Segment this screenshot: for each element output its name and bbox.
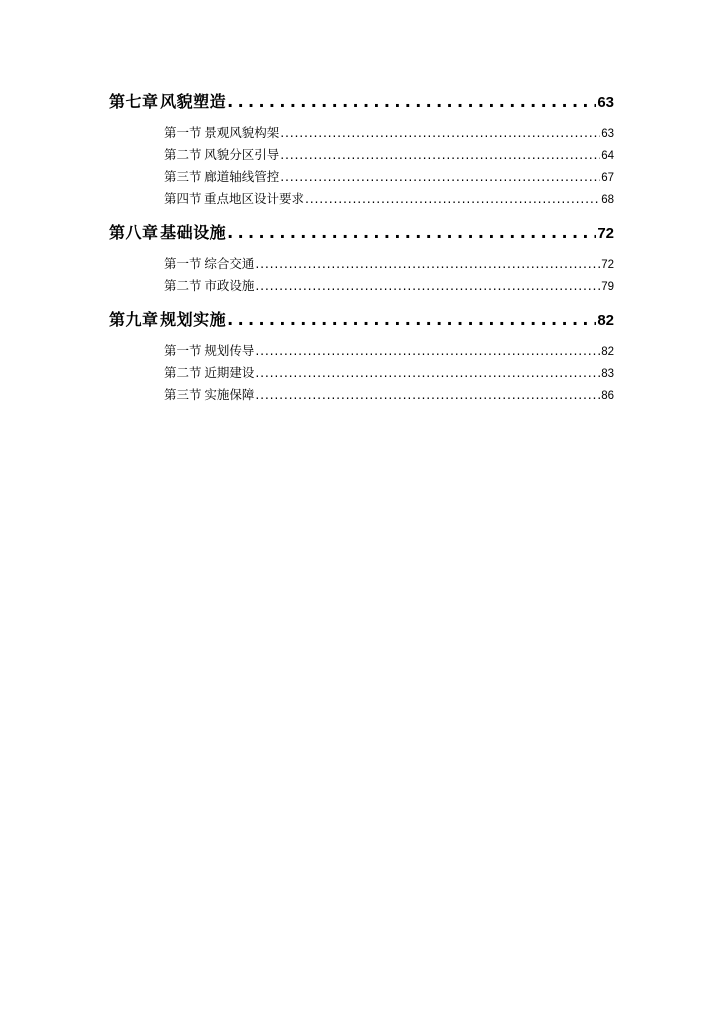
dot-leader (280, 144, 600, 166)
toc-chapter-8[interactable] (109, 221, 614, 245)
dot-leader (255, 384, 600, 406)
section-page-number: 63 (601, 128, 614, 140)
chapter-title: 基础设施 (160, 223, 227, 242)
toc-section[interactable] (164, 362, 614, 384)
section-page-number: 72 (601, 259, 614, 271)
chapter-title: 风貌塑造 (160, 92, 227, 111)
dot-leader (227, 308, 596, 332)
toc-section[interactable] (164, 340, 614, 362)
dot-leader (255, 340, 600, 362)
table-of-contents (109, 90, 614, 406)
dot-leader (280, 166, 600, 188)
dot-leader (305, 188, 600, 210)
section-title: 近期建设 (204, 365, 255, 380)
section-title: 市政设施 (204, 278, 255, 293)
dot-leader (255, 362, 600, 384)
section-page-number: 67 (601, 172, 614, 184)
chapter-8-sections (109, 253, 614, 297)
section-number: 第二节 (164, 365, 202, 380)
toc-section[interactable] (164, 384, 614, 406)
toc-chapter-7[interactable] (109, 90, 614, 114)
dot-leader (227, 221, 596, 245)
dot-leader (280, 122, 600, 144)
section-title: 重点地区设计要求 (204, 191, 305, 206)
chapter-number: 第九章 (109, 310, 159, 329)
section-title: 综合交通 (204, 256, 255, 271)
chapter-page-number: 63 (597, 94, 614, 111)
toc-section[interactable] (164, 275, 614, 297)
section-number: 第三节 (164, 169, 202, 184)
section-page-number: 79 (601, 281, 614, 293)
toc-section[interactable] (164, 166, 614, 188)
section-number: 第四节 (164, 191, 202, 206)
section-page-number: 68 (601, 194, 614, 206)
section-title: 规划传导 (204, 343, 255, 358)
chapter-page-number: 82 (597, 312, 614, 329)
section-title: 实施保障 (204, 387, 255, 402)
section-page-number: 82 (601, 346, 614, 358)
chapter-number: 第八章 (109, 223, 159, 242)
dot-leader (255, 275, 600, 297)
toc-chapter-9[interactable] (109, 308, 614, 332)
chapter-9-sections (109, 340, 614, 406)
section-page-number: 86 (601, 390, 614, 402)
dot-leader (227, 90, 596, 114)
section-title: 景观风貌构架 (204, 125, 280, 140)
section-number: 第三节 (164, 387, 202, 402)
dot-leader (255, 253, 600, 275)
chapter-7-sections (109, 122, 614, 210)
toc-section[interactable] (164, 188, 614, 210)
chapter-title: 规划实施 (160, 310, 227, 329)
section-page-number: 83 (601, 368, 614, 380)
toc-section[interactable] (164, 144, 614, 166)
toc-section[interactable] (164, 122, 614, 144)
section-title: 廊道轴线管控 (204, 169, 280, 184)
section-title: 风貌分区引导 (204, 147, 280, 162)
chapter-page-number: 72 (597, 225, 614, 242)
section-number: 第一节 (164, 125, 202, 140)
section-number: 第一节 (164, 343, 202, 358)
section-page-number: 64 (601, 150, 614, 162)
chapter-number: 第七章 (109, 92, 159, 111)
section-number: 第一节 (164, 256, 202, 271)
toc-section[interactable] (164, 253, 614, 275)
section-number: 第二节 (164, 147, 202, 162)
section-number: 第二节 (164, 278, 202, 293)
